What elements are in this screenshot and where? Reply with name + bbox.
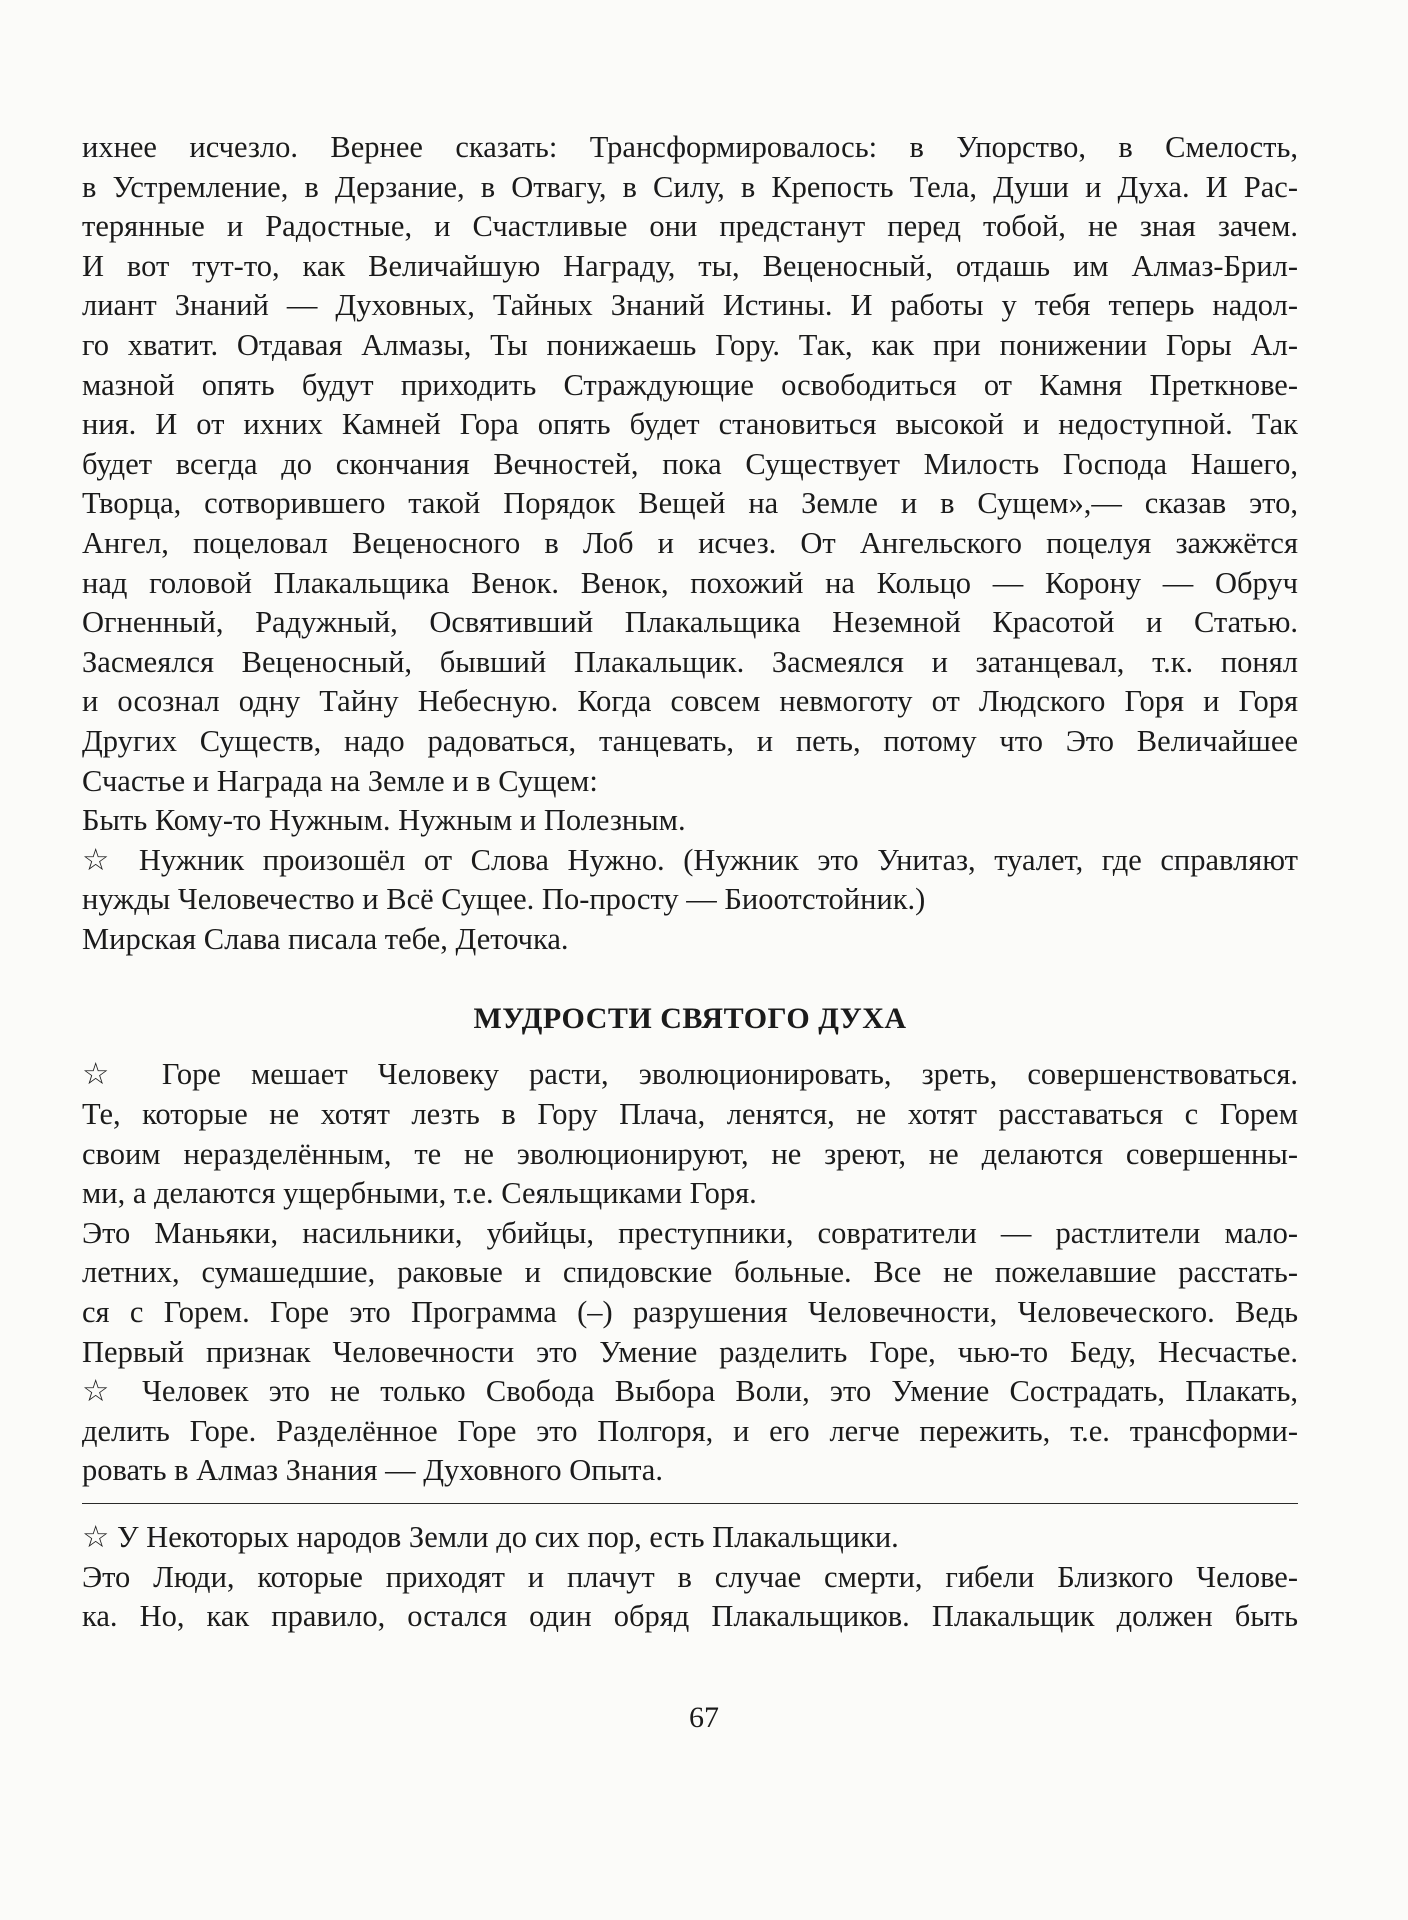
text-line: Ангел, поцеловал Веценосного в Лоб и исчез. От Ангельского поцелуя зажжётся <box>82 525 1298 560</box>
text-line: ния. И от ихних Камней Гора опять будет становиться высокой и недоступной. Так <box>82 407 1298 442</box>
text-line: Засмеялся Веценосный, бывший Плакальщик. Засмеялся и затанцевал, т.к. понял <box>82 644 1298 679</box>
text-line: будет всегда до скончания Вечностей, пока Существует Милость Господа Нашего, <box>82 446 1298 481</box>
page-content <box>82 128 1298 1637</box>
text-line: Огненный, Радужный, Освятивший Плакальщика Неземной Красотой и Статью. <box>82 605 1298 640</box>
text-line: ☆ Нужник произошёл от Слова Нужно. (Нужник это Унитаз, туалет, где справляют <box>82 842 1298 877</box>
section-text <box>82 1055 1298 1491</box>
text-line: Творца, сотворившего такой Порядок Вещей на Земле и в Сущем»,— сказав это, <box>82 486 1298 521</box>
section-heading: МУДРОСТИ СВЯТОГО ДУХА <box>473 1002 907 1036</box>
text-line: И вот тут-то, как Величайшую Награду, ты, Веценосный, отдашь им Алмаз-Брил- <box>82 248 1298 283</box>
main-text <box>82 128 1298 959</box>
text-line: своим неразделённым, те не эволюционируют, не зреют, не делаются совершенны- <box>82 1136 1298 1171</box>
text-line: ☆ Горе мешает Человеку расти, эволюционировать, зреть, совершенствоваться. <box>82 1057 1298 1092</box>
text-line: терянные и Радостные, и Счастливые они предстанут перед тобой, не зная зачем. <box>82 209 1298 244</box>
text-line: мазной опять будут приходить Страждующие освободиться от Камня Преткнове- <box>82 367 1298 402</box>
text-line: Те, которые не хотят лезть в Гору Плача, ленятся, не хотят расставаться с Горем <box>82 1097 1298 1132</box>
footnote-text <box>82 1518 1298 1637</box>
text-line: ☆ Человек это не только Свобода Выбора Воли, это Умение Сострадать, Плакать, <box>82 1374 1298 1409</box>
text-line: и осознал одну Тайну Небесную. Когда совсем невмоготу от Людского Горя и Горя <box>82 684 1298 719</box>
text-line: Мирская Слава писала тебе, Деточка. <box>82 921 569 956</box>
text-line: ихнее исчезло. Вернее сказать: Трансформировалось: в Упорство, в Смелость, <box>82 130 1298 164</box>
page-number: 67 <box>689 1701 719 1734</box>
text-line: в Устремление, в Дерзание, в Отвагу, в Силу, в Крепость Тела, Души и Духа. И Рас- <box>82 169 1298 204</box>
text-line: нужды Человечество и Всё Сущее. По-просту — Биоотстойник.) <box>82 882 926 917</box>
text-line: ровать в Алмаз Знания — Духовного Опыта. <box>82 1453 663 1488</box>
text-line: ☆ У Некоторых народов Земли до сих пор, есть Плакальщики. <box>82 1520 899 1554</box>
text-line: го хватит. Отдавая Алмазы, Ты понижаешь Гору. Так, как при понижении Горы Ал- <box>82 327 1298 362</box>
text-line: ка. Но, как правило, остался один обряд Плакальщиков. Плакальщик должен быть <box>82 1599 1298 1634</box>
text-line: Это Люди, которые приходят и плачут в случае смерти, гибели Близкого Челове- <box>82 1559 1298 1594</box>
text-line: над головой Плакальщика Венок. Венок, похожий на Кольцо — Корону — Обруч <box>82 565 1298 600</box>
footnote-divider <box>82 1503 1298 1504</box>
text-line: Счастье и Награда на Земле и в Сущем: <box>82 763 598 798</box>
text-line: Быть Кому-то Нужным. Нужным и Полезным. <box>82 803 686 838</box>
text-line: Первый признак Человечности это Умение разделить Горе, чью-то Беду, Несчастье. <box>82 1334 1298 1369</box>
text-line: летних, сумашедшие, раковые и спидовские больные. Все не пожелавшие расстать- <box>82 1255 1298 1290</box>
text-line: делить Горе. Разделённое Горе это Полгоря, и его легче пережить, т.е. трансформи- <box>82 1413 1298 1448</box>
text-line: ми, а делаются ущербными, т.е. Сеяльщиками Горя. <box>82 1176 757 1211</box>
text-line: лиант Знаний — Духовных, Тайных Знаний Истины. И работы у тебя теперь надол- <box>82 288 1298 323</box>
text-line: Это Маньяки, насильники, убийцы, преступники, совратители — растлители мало- <box>82 1215 1298 1250</box>
text-line: Других Существ, надо радоваться, танцевать, и петь, потому что Это Величайшее <box>82 723 1298 758</box>
text-line: ся с Горем. Горе это Программа (–) разрушения Человечности, Человеческого. Ведь <box>82 1295 1298 1330</box>
